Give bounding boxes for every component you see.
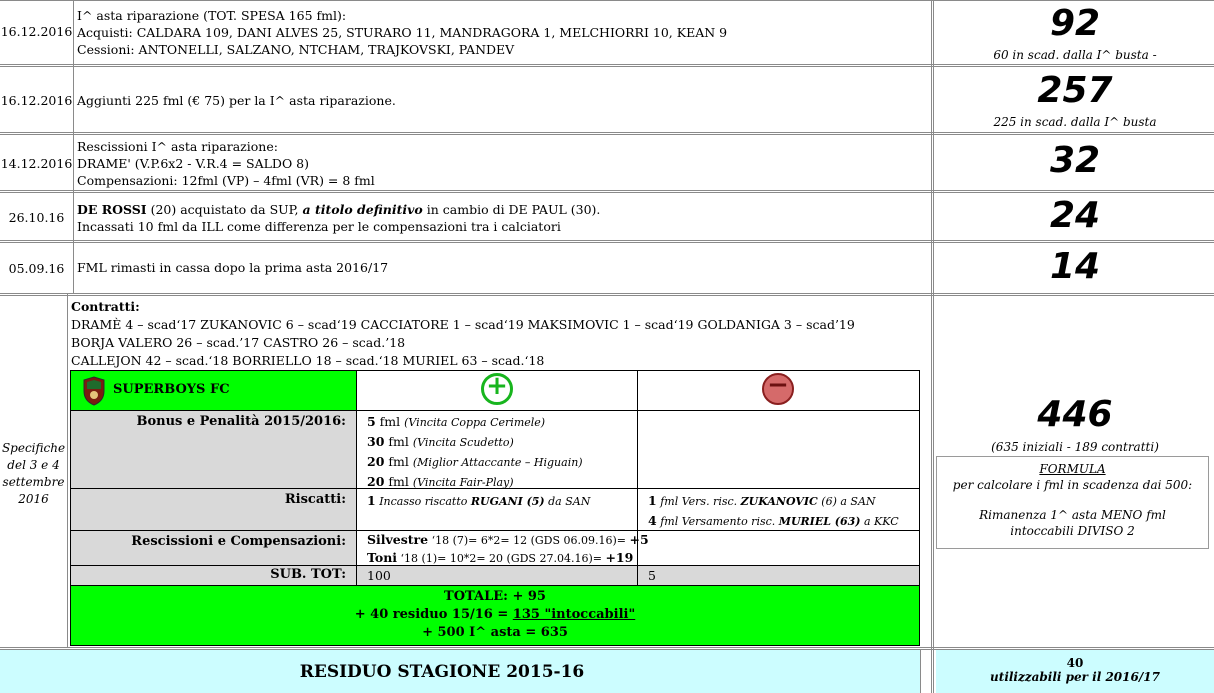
- footer-note: utilizzabili per il 2016/17: [990, 670, 1160, 684]
- bonus-desc: (Miglior Attaccante – Higuain): [412, 456, 583, 469]
- subtot-minus-cell: [638, 566, 919, 586]
- row-date: 16.12.2016: [0, 24, 73, 39]
- desc-line: Rescissioni I^ asta riparazione:: [77, 139, 278, 154]
- footer-label: RESIDUO STAGIONE 2015-16: [299, 662, 585, 682]
- summary-table: [70, 370, 920, 646]
- bonus-amount: 20: [367, 454, 385, 469]
- bonus-desc: (Vincita Coppa Cerimele): [404, 416, 546, 429]
- resc-label: Rescissioni e Compensazioni:: [131, 534, 346, 549]
- minus-header-cell: [638, 371, 919, 411]
- specifiche-date-label: Specifiche del 3 e 4 settembre 2016: [1, 441, 66, 506]
- riscatti-player: MURIEL (63): [778, 515, 861, 528]
- row-date: 05.09.16: [8, 261, 65, 276]
- subtot-label-cell: [71, 566, 357, 586]
- desc-text: in cambio di DE PAUL (30).: [422, 202, 601, 217]
- row-description: [77, 138, 375, 189]
- desc-line: [77, 201, 600, 218]
- row-description: [77, 7, 727, 58]
- row-value: 92: [1049, 3, 1101, 44]
- bonus-label-cell: [71, 411, 357, 489]
- desc-line: DRAME' (V.P.6x2 - V.R.4 = SALDO 8): [77, 156, 310, 171]
- bonus-amount: 5: [367, 414, 376, 429]
- desc-text: (20) acquistato da SUP,: [146, 202, 303, 217]
- desc-line: Incassati 10 fml da ILL come differenza per le compensazioni tra i calciatori: [77, 219, 561, 234]
- grid-line: [0, 190, 1214, 193]
- row-note: 60 in scad. dalla I^ busta -: [993, 48, 1157, 62]
- bonus-plus-cell: [357, 411, 638, 489]
- bonus-amount: 20: [367, 474, 385, 489]
- bonus-item: [367, 432, 637, 452]
- riscatti-amount: 1: [367, 493, 376, 508]
- desc-line: Aggiunti 225 fml (€ 75) per la I^ asta riparazione.: [77, 93, 396, 108]
- resc-player: Toni: [367, 550, 398, 565]
- totale-cell: [71, 586, 919, 645]
- row-date: 14.12.2016: [0, 156, 73, 171]
- riscatti-text: Incasso riscatto: [375, 495, 471, 508]
- plus-header-cell: [357, 371, 638, 411]
- team-crest-icon: [81, 375, 107, 407]
- totale-line: + 500 I^ asta = 635: [422, 625, 568, 640]
- contratti-title: Contratti:: [71, 299, 140, 314]
- formula-line: intoccabili DIVISO 2: [1010, 524, 1135, 538]
- plus-circle-icon: [481, 373, 513, 405]
- subtot-minus-value: 5: [648, 568, 656, 583]
- row-description: [77, 259, 388, 276]
- riscatti-amount: 1: [648, 493, 657, 508]
- grid-line: [67, 294, 68, 647]
- resc-item: [367, 549, 637, 567]
- riscatti-label: Riscatti:: [284, 492, 346, 507]
- desc-line: Acquisti: CALDARA 109, DANI ALVES 25, STURARO 11, MANDRAGORA 1, MELCHIORRI 10, KEAN 9: [77, 25, 728, 40]
- riscatti-item: [648, 491, 919, 511]
- contratti-block: [71, 298, 929, 370]
- grid-line: [931, 0, 934, 693]
- contratti-line: BORJA VALERO 26 – scad.’17 CASTRO 26 – scad.’18: [71, 335, 406, 350]
- contratti-line: CALLEJON 42 – scad.‘18 BORRIELLO 18 – scad.‘18 MURIEL 63 – scad.‘18: [71, 353, 545, 368]
- bonus-unit: fml: [384, 454, 413, 469]
- subtot-plus-value: 100: [367, 568, 391, 583]
- riscatti-text: a KKC: [860, 515, 899, 528]
- riscatti-minus-cell: [638, 489, 919, 531]
- resc-item: [367, 531, 649, 549]
- riscatti-item: [648, 511, 919, 531]
- row-note: 225 in scad. dalla I^ busta: [993, 115, 1157, 129]
- bonus-label: Bonus e Penalità 2015/2016:: [136, 414, 346, 429]
- desc-line: FML rimasti in cassa dopo la prima asta 2016/17: [77, 260, 389, 275]
- riscatti-num: (6): [817, 495, 837, 508]
- row-value: 14: [1049, 246, 1101, 287]
- row-value: 257: [1037, 70, 1113, 111]
- resc-detail: ‘18 (1)= 10*2= 20 (GDS 27.04.16)=: [397, 552, 606, 565]
- resc-plus-cell: [357, 531, 649, 566]
- riscatti-plus-cell: [357, 489, 638, 531]
- totale-text: + 40 residuo 15/16 =: [354, 607, 513, 622]
- footer-value: 40: [1066, 656, 1084, 670]
- desc-line: Cessioni: ANTONELLI, SALZANO, NTCHAM, TRAJKOVSKI, PANDEV: [77, 42, 515, 57]
- subtot-label: SUB. TOT:: [270, 567, 346, 582]
- bonus-desc: (Vincita Fair-Play): [412, 476, 514, 489]
- totale-intoccabili: 135 "intoccabili": [512, 607, 636, 622]
- formula-line: per calcolare i fml in scadenza dai 500:: [952, 478, 1193, 492]
- grid-line: [73, 0, 74, 294]
- bonus-minus-cell: [638, 411, 919, 489]
- bonus-desc: (Vincita Scudetto): [412, 436, 514, 449]
- player-name: DE ROSSI: [77, 202, 147, 217]
- contratti-line: DRAMÈ 4 – scad‘17 ZUKANOVIC 6 – scad‘19 CACCIATORE 1 – scad‘19 MAKSIMOVIC 1 – scad‘19 GOLDANIGA 3 – scad’19: [71, 317, 855, 332]
- team-header-cell: [71, 371, 357, 411]
- resc-value: +19: [605, 550, 634, 565]
- riscatti-text: fml Vers. risc.: [656, 495, 741, 508]
- bonus-item: [367, 412, 637, 432]
- grid-line: [0, 0, 1214, 1]
- riscatti-num: (5): [522, 495, 545, 508]
- subtot-plus-cell: [357, 566, 638, 586]
- bonus-item: [367, 452, 637, 472]
- riscatti-player: RUGANI: [470, 495, 523, 508]
- totale-line: TOTALE: + 95: [444, 589, 546, 604]
- team-name: SUPERBOYS FC: [113, 382, 230, 397]
- minus-circle-icon: [762, 370, 794, 405]
- riscatti-label-cell: [71, 489, 357, 531]
- row-description: [77, 201, 600, 235]
- riscatti-text: da SAN: [544, 495, 591, 508]
- resc-detail: ‘18 (7)= 6*2= 12 (GDS 06.09.16)=: [428, 534, 630, 547]
- plus-symbol: +: [486, 371, 508, 401]
- grid-line: [0, 240, 1214, 243]
- formula-line: Rimanenza 1^ asta MENO fml: [979, 508, 1166, 522]
- footer-label-cell: [0, 650, 921, 693]
- desc-emphasis: a titolo definitivo: [302, 202, 423, 217]
- formula-box: [936, 456, 1209, 549]
- totale-line: [71, 606, 919, 624]
- footer-value-cell: [936, 650, 1214, 693]
- riscatti-text: a SAN: [836, 495, 876, 508]
- minus-symbol: −: [767, 370, 789, 400]
- resc-minus-cell: [638, 531, 919, 566]
- bonus-amount: 30: [367, 434, 385, 449]
- resc-player: Silvestre: [367, 532, 429, 547]
- row-value: 24: [1049, 195, 1101, 236]
- formula-title: FORMULA: [1039, 462, 1106, 476]
- riscatti-item: [367, 491, 637, 511]
- grid-line: [0, 132, 1214, 135]
- desc-line: Compensazioni: 12fml (VP) – 4fml (VR) = 8 fml: [77, 173, 375, 188]
- bonus-unit: fml: [375, 414, 405, 429]
- grid-line: [0, 64, 1214, 67]
- bonus-unit: fml: [384, 474, 413, 489]
- resc-value: +5: [629, 532, 649, 547]
- row-description: [77, 92, 396, 109]
- riscatti-text: fml Versamento risc.: [656, 515, 779, 528]
- row-value: 32: [1049, 140, 1101, 181]
- bonus-unit: fml: [384, 434, 413, 449]
- row-date: 16.12.2016: [0, 93, 73, 108]
- specifiche-value: 446: [1037, 394, 1113, 435]
- specifiche-note: (635 iniziali - 189 contratti): [991, 440, 1159, 454]
- resc-label-cell: [71, 531, 357, 566]
- riscatti-amount: 4: [648, 513, 657, 528]
- row-date: 26.10.16: [8, 210, 65, 225]
- riscatti-player: ZUKANOVIC: [740, 495, 818, 508]
- desc-line: I^ asta riparazione (TOT. SPESA 165 fml):: [77, 8, 347, 23]
- grid-line: [0, 293, 1214, 296]
